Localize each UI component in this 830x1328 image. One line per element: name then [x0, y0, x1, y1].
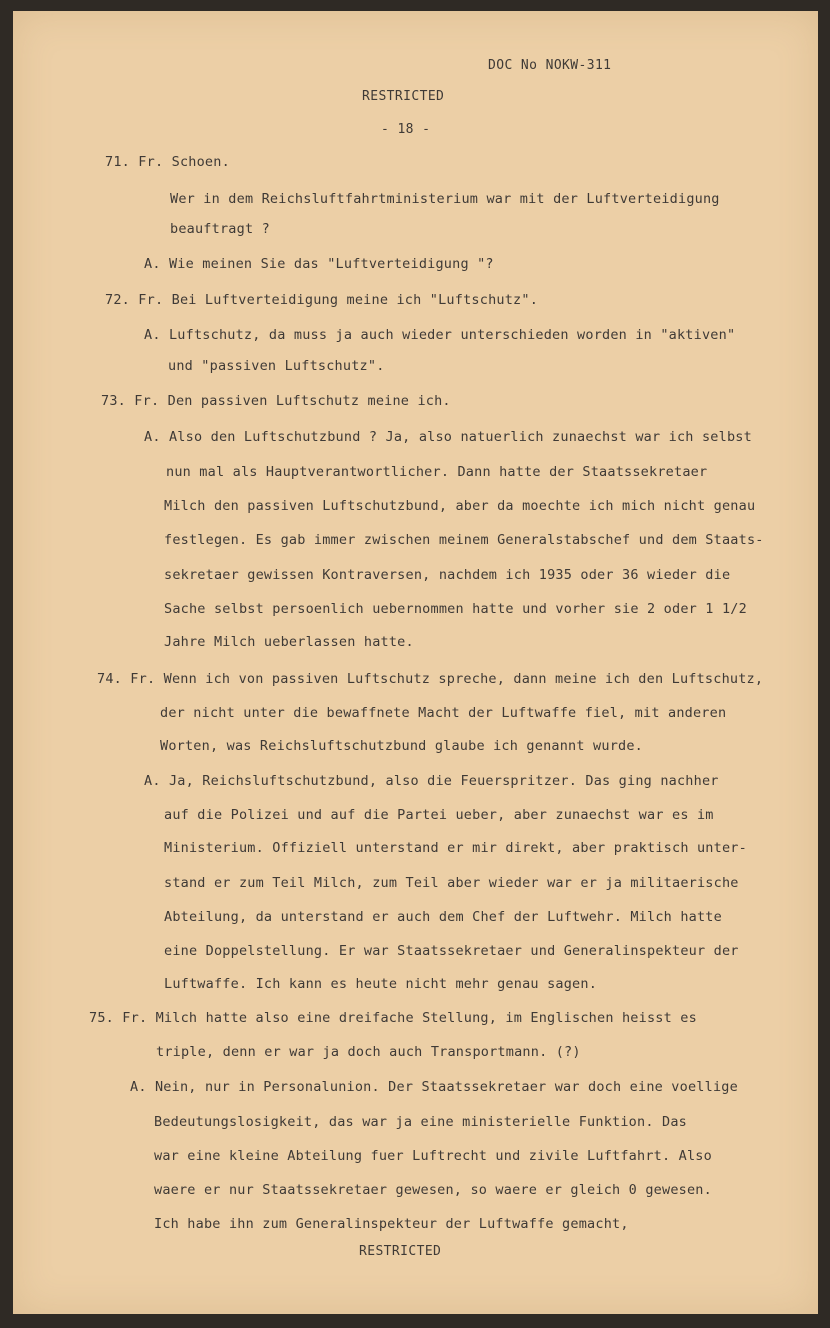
text-line: Milch den passiven Luftschutzbund, aber da moechte ich mich nicht genau — [164, 498, 756, 514]
classification-top: RESTRICTED — [362, 89, 445, 104]
text-line: und "passiven Luftschutz". — [168, 358, 385, 374]
text-line: auf die Polizei und auf die Partei ueber, aber zunaechst war es im — [164, 807, 714, 823]
text-line: A. Also den Luftschutzbund ? Ja, also natuerlich zunaechst war ich selbst — [144, 429, 752, 445]
text-line: nun mal als Hauptverantwortlicher. Dann hatte der Staatssekretaer — [166, 464, 708, 480]
text-line: 75. Fr. Milch hatte also eine dreifache Stellung, im Englischen heisst es — [89, 1010, 697, 1026]
text-line: beauftragt ? — [170, 221, 270, 237]
text-line: Sache selbst persoenlich uebernommen hatte und vorher sie 2 oder 1 1/2 — [164, 601, 747, 617]
doc-number: DOC No NOKW-311 — [488, 58, 612, 73]
text-line: sekretaer gewissen Kontraversen, nachdem ich 1935 oder 36 wieder die — [164, 567, 731, 583]
text-line: Ich habe ihn zum Generalinspekteur der Luftwaffe gemacht, — [154, 1216, 629, 1232]
text-line: stand er zum Teil Milch, zum Teil aber wieder war er ja militaerische — [164, 875, 739, 891]
page-number: - 18 - — [381, 122, 431, 137]
text-line: A. Ja, Reichsluftschutzbund, also die Feuerspritzer. Das ging nachher — [144, 773, 719, 789]
text-line: Wer in dem Reichsluftfahrtministerium war mit der Luftverteidigung — [170, 191, 720, 207]
text-line: der nicht unter die bewaffnete Macht der Luftwaffe fiel, mit anderen — [160, 705, 727, 721]
text-line: festlegen. Es gab immer zwischen meinem Generalstabschef und dem Staats- — [164, 532, 764, 548]
text-line: eine Doppelstellung. Er war Staatssekretaer und Generalinspekteur der — [164, 943, 739, 959]
text-line: Abteilung, da unterstand er auch dem Chef der Luftwehr. Milch hatte — [164, 909, 722, 925]
text-line: Bedeutungslosigkeit, das war ja eine ministerielle Funktion. Das — [154, 1114, 687, 1130]
text-line: 73. Fr. Den passiven Luftschutz meine ich. — [101, 393, 451, 409]
text-line: 71. Fr. Schoen. — [105, 154, 230, 170]
text-line: A. Nein, nur in Personalunion. Der Staatssekretaer war doch eine voellige — [130, 1079, 738, 1095]
classification-bottom: RESTRICTED — [359, 1244, 442, 1259]
text-line: 74. Fr. Wenn ich von passiven Luftschutz spreche, dann meine ich den Luftschutz, — [97, 671, 764, 687]
text-line: A. Wie meinen Sie das "Luftverteidigung "? — [144, 256, 494, 272]
text-line: waere er nur Staatssekretaer gewesen, so waere er gleich 0 gewesen. — [154, 1182, 712, 1198]
text-line: 72. Fr. Bei Luftverteidigung meine ich "Luftschutz". — [105, 292, 539, 308]
text-line: war eine kleine Abteilung fuer Luftrecht und zivile Luftfahrt. Also — [154, 1148, 712, 1164]
text-line: triple, denn er war ja doch auch Transportmann. (?) — [156, 1044, 581, 1060]
document-page — [13, 11, 818, 1314]
text-line: A. Luftschutz, da muss ja auch wieder unterschieden worden in "aktiven" — [144, 327, 736, 343]
text-line: Luftwaffe. Ich kann es heute nicht mehr genau sagen. — [164, 976, 598, 992]
text-line: Jahre Milch ueberlassen hatte. — [164, 634, 414, 650]
text-line: Worten, was Reichsluftschutzbund glaube ich genannt wurde. — [160, 738, 644, 754]
text-line: Ministerium. Offiziell unterstand er mir direkt, aber praktisch unter- — [164, 840, 747, 856]
